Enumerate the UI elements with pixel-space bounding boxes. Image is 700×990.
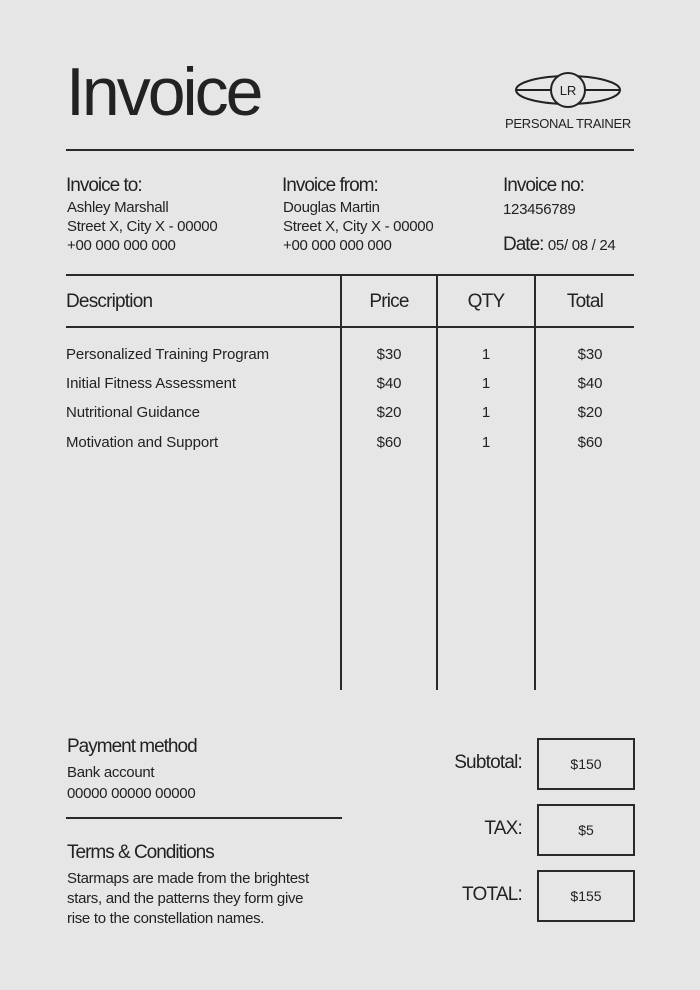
invoice-to-phone: +00 000 000 000 <box>67 237 176 254</box>
row-price: $30 <box>376 346 402 363</box>
tax-value: $5 <box>578 822 594 838</box>
invoice-from-address: Street X, City X - 00000 <box>283 218 434 235</box>
column-divider <box>340 274 342 690</box>
total-label: TOTAL: <box>462 884 522 905</box>
brand-logo <box>500 70 636 134</box>
column-divider <box>436 274 438 690</box>
row-qty: 1 <box>481 404 491 421</box>
subtotal-label: Subtotal: <box>454 752 522 773</box>
terms-line: stars, and the patterns they form give <box>67 890 304 907</box>
terms-line: rise to the constellation names. <box>67 910 265 927</box>
terms-text <box>67 869 309 929</box>
subtotal-box <box>537 738 635 790</box>
invoice-to-address: Street X, City X - 00000 <box>67 218 218 235</box>
column-header-qty: QTY <box>467 291 505 312</box>
row-total: $30 <box>577 346 603 363</box>
invoice-date <box>503 234 615 256</box>
row-description: Nutritional Guidance <box>66 404 200 421</box>
invoice-to-label: Invoice to: <box>66 175 142 196</box>
invoice-date-label: Date: <box>503 234 544 255</box>
invoice-from-name: Douglas Martin <box>283 199 380 216</box>
column-divider <box>534 274 536 690</box>
table-top-rule <box>66 274 634 276</box>
row-qty: 1 <box>481 346 491 363</box>
terms-label: Terms & Conditions <box>67 842 214 863</box>
row-qty: 1 <box>481 434 491 451</box>
invoice-date-value: 05/ 08 / 24 <box>547 237 616 254</box>
invoice-from-phone: +00 000 000 000 <box>283 237 392 254</box>
invoice-number: 123456789 <box>503 201 576 218</box>
row-total: $40 <box>577 375 603 392</box>
invoice-title: Invoice <box>66 54 261 130</box>
payment-method: Bank account <box>67 764 155 781</box>
payment-method-label: Payment method <box>67 736 197 757</box>
row-description: Personalized Training Program <box>66 346 270 363</box>
invoice-from-label: Invoice from: <box>282 175 378 196</box>
row-description: Initial Fitness Assessment <box>66 375 236 392</box>
column-header-price: Price <box>369 291 409 312</box>
row-description: Motivation and Support <box>66 434 219 451</box>
row-price: $40 <box>376 375 402 392</box>
globe-logo-icon <box>514 70 622 110</box>
row-qty: 1 <box>481 375 491 392</box>
total-box <box>537 870 635 922</box>
logo-subtitle: PERSONAL TRAINER <box>505 116 631 131</box>
payment-account: 00000 00000 00000 <box>67 785 196 802</box>
header-divider <box>66 149 634 151</box>
table-header-rule <box>66 326 634 328</box>
logo-initials: LR <box>559 83 577 98</box>
invoice-to-name: Ashley Marshall <box>67 199 169 216</box>
column-header-total: Total <box>566 291 604 312</box>
row-total: $60 <box>577 434 603 451</box>
row-total: $20 <box>577 404 603 421</box>
tax-box <box>537 804 635 856</box>
invoice-number-label: Invoice no: <box>503 175 584 196</box>
subtotal-value: $150 <box>570 756 602 772</box>
row-price: $20 <box>376 404 402 421</box>
column-header-description: Description <box>66 291 153 312</box>
row-price: $60 <box>376 434 402 451</box>
payment-divider <box>66 817 342 819</box>
terms-line: Starmaps are made from the brightest <box>67 870 309 887</box>
tax-label: TAX: <box>484 818 522 839</box>
total-value: $155 <box>570 888 602 904</box>
